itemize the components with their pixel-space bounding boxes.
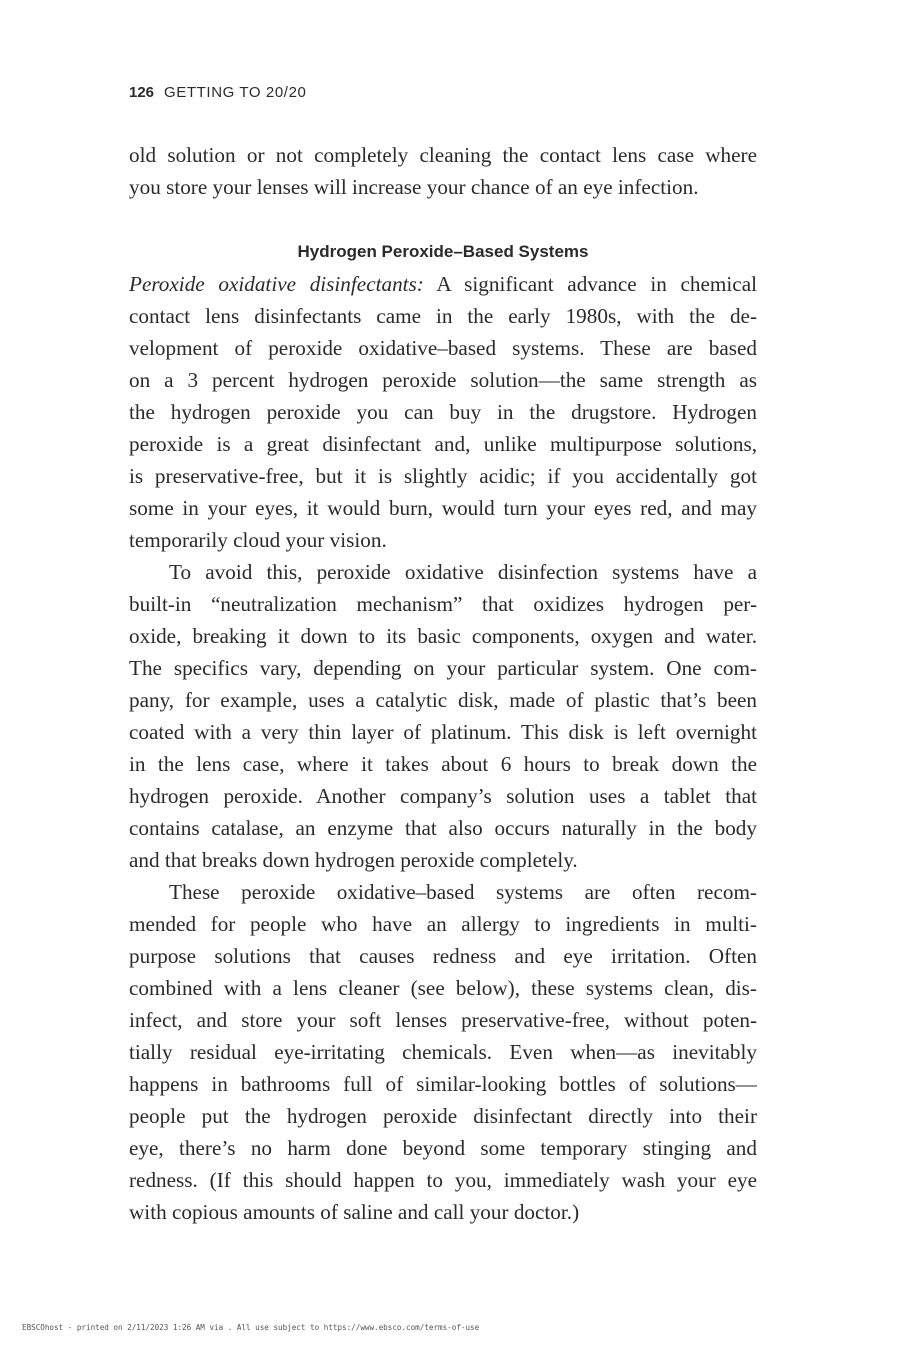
text-line: infect, and store your soft lenses preservative-free, without poten-: [129, 1008, 757, 1032]
italic-lead-term: Peroxide oxidative disinfectants:: [129, 272, 424, 296]
text-line: eye, there’s no harm done beyond some temporary stinging and: [129, 1136, 757, 1160]
text-line: built-in “neutralization mechanism” that oxidizes hydrogen per-: [129, 592, 757, 616]
text-line: mended for people who have an allergy to ingredients in multi-: [129, 912, 757, 936]
text-line: coated with a very thin layer of platinum. This disk is left overnight: [129, 720, 757, 744]
text-line: redness. (If this should happen to you, immediately wash your eye: [129, 1168, 757, 1192]
text-line: the hydrogen peroxide you can buy in the drugstore. Hydrogen: [129, 400, 757, 424]
text-line: temporarily cloud your vision.: [129, 528, 387, 552]
text-line: tially residual eye-irritating chemicals. Even when—as inevitably: [129, 1040, 757, 1064]
text-line: The specifics vary, depending on your particular system. One com-: [129, 656, 757, 680]
text-line: To avoid this, peroxide oxidative disinfection systems have a: [169, 560, 757, 584]
text-line: peroxide is a great disinfectant and, unlike multipurpose solutions,: [129, 432, 757, 456]
text-line: These peroxide oxidative–based systems are often recom-: [169, 880, 757, 904]
text-line: hydrogen peroxide. Another company’s solution uses a tablet that: [129, 784, 757, 808]
text-line: [129, 268, 757, 300]
text-line: combined with a lens cleaner (see below), these systems clean, dis-: [129, 976, 757, 1000]
text-line: velopment of peroxide oxidative–based systems. These are based: [129, 336, 757, 360]
text-line: in the lens case, where it takes about 6 hours to break down the: [129, 752, 757, 776]
text-line: with copious amounts of saline and call your doctor.): [129, 1200, 580, 1224]
text-line: and that breaks down hydrogen peroxide completely.: [129, 848, 578, 872]
text-line: contains catalase, an enzyme that also occurs naturally in the body: [129, 816, 757, 840]
intro-paragraph: [129, 139, 757, 203]
text-line: people put the hydrogen peroxide disinfectant directly into their: [129, 1104, 757, 1128]
text-line: on a 3 percent hydrogen peroxide solution—the same strength as: [129, 368, 757, 392]
section-heading: Hydrogen Peroxide–Based Systems: [297, 242, 589, 261]
text-line: pany, for example, uses a catalytic disk, made of plastic that’s been: [129, 688, 757, 712]
page-number: 126: [129, 84, 155, 101]
paragraph-peroxide-disinfectants: [129, 268, 757, 556]
running-head: [129, 84, 306, 101]
text-line: oxide, breaking it down to its basic components, oxygen and water.: [129, 624, 757, 648]
text-line: is preservative-free, but it is slightly acidic; if you accidentally got: [129, 464, 757, 488]
print-footer: EBSCOhost - printed on 2/11/2023 1:26 AM via . All use subject to https://www.ebsco.com/terms-of-use: [22, 1323, 480, 1332]
text-line: contact lens disinfectants came in the early 1980s, with the de-: [129, 304, 757, 328]
lead-line-rest: A significant advance in chemical: [423, 272, 757, 296]
page-body: [129, 139, 757, 1228]
running-title: GETTING TO 20/20: [164, 84, 307, 101]
text-line: you store your lenses will increase your chance of an eye infection.: [129, 175, 699, 199]
paragraph-recommendation: [129, 876, 757, 1228]
text-line: some in your eyes, it would burn, would turn your eyes red, and may: [129, 496, 757, 520]
text-line: purpose solutions that causes redness and eye irritation. Often: [129, 944, 757, 968]
paragraph-neutralization: [129, 556, 757, 876]
text-line: happens in bathrooms full of similar-looking bottles of solutions—: [129, 1072, 757, 1096]
text-line: old solution or not completely cleaning the contact lens case where: [129, 143, 757, 167]
